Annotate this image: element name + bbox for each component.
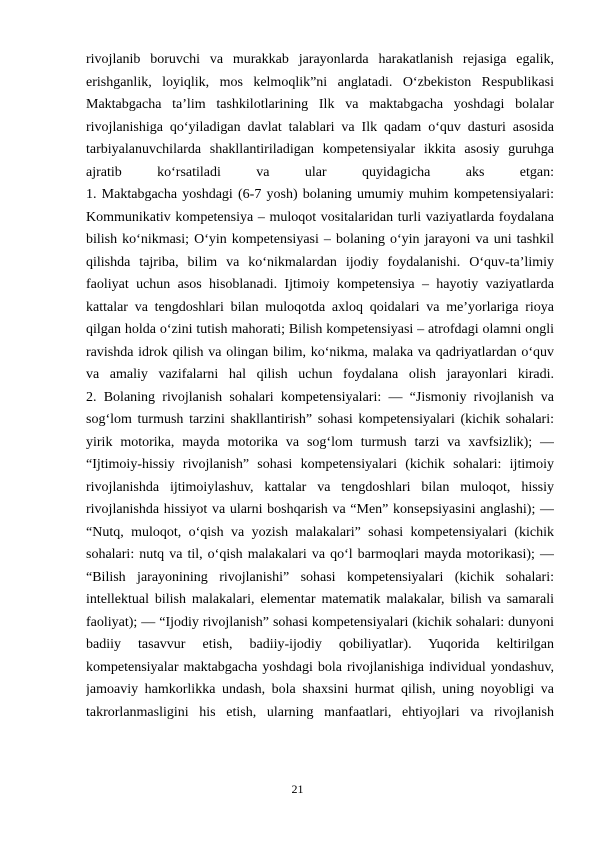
text-line: tarbiyalanuvchilarda shakllantiriladigan kompetensiyalar ikkita asosiy guruhga bbox=[86, 142, 554, 157]
text-line: rivojlanib boruvchi va murakkab jarayonlarda harakatlanish rejasiga egalik, bbox=[86, 52, 554, 67]
text-line: yirik motorika, mayda motorika va sog‘lom turmush tarzi va xavfsizlik); — bbox=[86, 434, 554, 450]
text-line: rivojlanishda ijtimoiylashuv, kattalar va tengdoshlari bilan muloqot, hissiy bbox=[86, 479, 554, 495]
text-line: ajratib ko‘rsatiladi va ular quyidagicha aks etgan: bbox=[86, 164, 554, 180]
text-line: faoliyat); — “Ijodiy rivojlanish” sohasi kompetensiyalari (kichik sohalari: dunyoni bbox=[86, 614, 554, 630]
text-line: qilgan holda o‘zini tutish mahorati; Bilish kompetensiyasi – atrofdagi olamni ongli bbox=[86, 322, 554, 337]
text-line: jamoaviy hamkorlikka undash, bola shaxsini hurmat qilish, uning noyobligi va bbox=[86, 682, 554, 697]
text-line: sog‘lom turmush tarzini shakllantirish” sohasi kompetensiyalari (kichik sohalari: bbox=[86, 412, 554, 427]
text-line: faoliyat uchun asos hisoblanadi. Ijtimoiy kompetensiya – hayotiy vaziyatlarda bbox=[86, 277, 554, 292]
text-line: va amaliy vazifalarni hal qilish uchun foydalana olish jarayonlari kiradi. bbox=[86, 367, 554, 382]
text-line: Kommunikativ kompetensiya – muloqot vositalaridan turli vaziyatlarda foydalana bbox=[86, 209, 554, 225]
text-line: kompetensiyalar maktabgacha yoshdagi bola rivojlanishiga individual yondashuv, bbox=[86, 659, 554, 675]
text-line: Maktabgacha ta’lim tashkilotlarining Ilk va maktabgacha yoshdagi bolalar bbox=[86, 97, 554, 112]
text-line: 1. Maktabgacha yoshdagi (6-7 yosh) bolaning umumiy muhim kompetensiyalari: bbox=[86, 187, 554, 202]
text-line: takrorlanmasligini his etish, ularning manfaatlari, ehtiyojlari va rivojlanish bbox=[86, 704, 554, 720]
text-line: rivojlanishda hissiyot va ularni boshqarish va “Men” konsepsiyasini anglashi); — bbox=[86, 502, 554, 517]
text-line: qilishda tajriba, bilim va ko‘nikmalardan ijodiy foydalanishi. O‘quv-ta’limiy bbox=[86, 254, 554, 270]
body-text bbox=[86, 49, 554, 724]
page-number: 21 bbox=[291, 782, 304, 796]
text-line: “Ijtimoiy-hissiy rivojlanish” sohasi kompetensiyalari (kichik sohalari: ijtimoiy bbox=[86, 457, 554, 472]
text-line: kattalar va tengdoshlari bilan muloqotda axloq qoidalari va me’yorlariga rioya bbox=[86, 299, 554, 315]
text-line: “Bilish jarayonining rivojlanishi” sohasi kompetensiyalari (kichik sohalari: bbox=[86, 569, 554, 585]
text-line: “Nutq, muloqot, o‘qish va yozish malakalari” sohasi kompetensiyalari (kichik bbox=[86, 524, 554, 540]
text-line: badiiy tasavvur etish, badiiy-ijodiy qobiliyatlar). Yuqorida keltirilgan bbox=[86, 637, 554, 652]
text-line: bilish ko‘nikmasi; O‘yin kompetensiyasi – bolaning o‘yin jarayoni va uni tashkil bbox=[86, 232, 554, 247]
text-line: ravishda idrok qilish va olingan bilim, ko‘nikma, malaka va qadriyatlardan o‘quv bbox=[86, 344, 554, 360]
text-line: intellektual bilish malakalari, elementar matematik malakalar, bilish va samarali bbox=[86, 592, 554, 607]
text-line: 2. Bolaning rivojlanish sohalari kompetensiyalari: — “Jismoniy rivojlanish va bbox=[86, 389, 554, 405]
text-line: erishganlik, loyiqlik, mos kelmoqlik”ni anglatadi. O‘zbekiston Respublikasi bbox=[86, 74, 554, 90]
text-line: rivojlanishiga qo‘yiladigan davlat talablari va Ilk qadam o‘quv dasturi asosida bbox=[86, 119, 554, 135]
text-line: sohalari: nutq va til, o‘qish malakalari va qo‘l barmoqlari mayda motorikasi); — bbox=[86, 547, 554, 562]
